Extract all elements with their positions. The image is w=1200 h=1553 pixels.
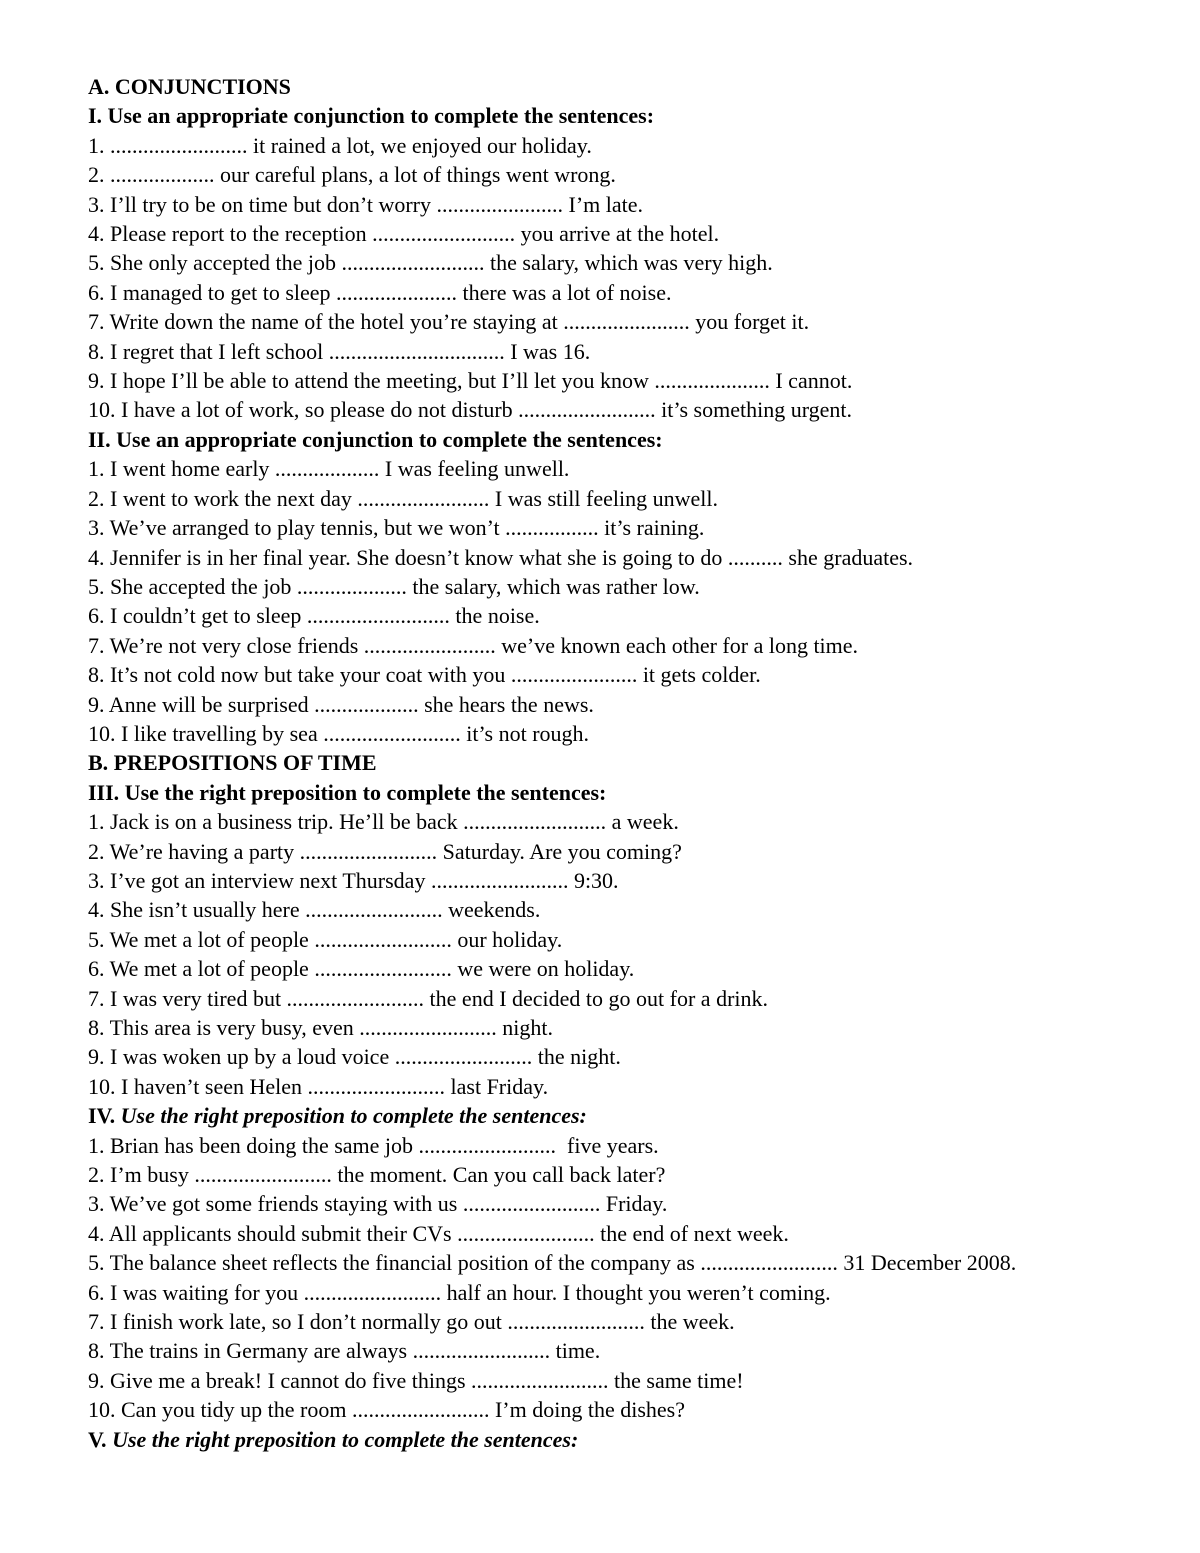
- exercise-1-list: [88, 131, 1118, 425]
- exercise-sentence: 6. I couldn’t get to sleep .......................... the noise.: [88, 603, 540, 629]
- exercise-sentence: 1. Jack is on a business trip. He’ll be back .......................... a week.: [88, 809, 679, 835]
- exercise-sentence: 9. Anne will be surprised ................... she hears the news.: [88, 691, 594, 717]
- exercise-4-instruction: Use the right preposition to complete the sentences:: [120, 1103, 587, 1129]
- exercise-sentence: 2. I’m busy ......................... the moment. Can you call back later?: [88, 1162, 666, 1188]
- exercise-sentence: 2. ................... our careful plans, a lot of things went wrong.: [88, 162, 616, 188]
- exercise-sentence: 7. I was very tired but ......................... the end I decided to go out for a drink.: [88, 985, 769, 1011]
- exercise-1-heading: I. Use an appropriate conjunction to complete the sentences:: [88, 103, 655, 129]
- exercise-2-heading: II. Use an appropriate conjunction to complete the sentences:: [88, 426, 663, 452]
- exercise-sentence: 7. I finish work late, so I don’t normally go out ......................... the week.: [88, 1309, 735, 1335]
- exercise-sentence: 6. I managed to get to sleep ...................... there was a lot of noise.: [88, 279, 672, 305]
- exercise-sentence: 8. I regret that I left school ................................ I was 16.: [88, 338, 591, 364]
- exercise-sentence: 9. I hope I’ll be able to attend the meeting, but I’ll let you know ..................... I cannot.: [88, 368, 853, 394]
- exercise-sentence: 2. We’re having a party ......................... Saturday. Are you coming?: [88, 838, 682, 864]
- worksheet-document: [88, 72, 1118, 1454]
- exercise-sentence: 10. I like travelling by sea ......................... it’s not rough.: [88, 720, 590, 746]
- exercise-sentence: 1. I went home early ................... I was feeling unwell.: [88, 456, 570, 482]
- exercise-sentence: 4. Please report to the reception .......................... you arrive at the hotel.: [88, 221, 720, 247]
- exercise-sentence: 10. Can you tidy up the room ......................... I’m doing the dishes?: [88, 1397, 685, 1423]
- exercise-5-heading: [88, 1425, 1118, 1454]
- exercise-sentence: 7. We’re not very close friends ........................ we’ve known each other for a long time.: [88, 632, 859, 658]
- exercise-5-number: V.: [88, 1426, 107, 1452]
- section-a-title: A. CONJUNCTIONS: [88, 74, 291, 99]
- exercise-sentence: 9. Give me a break! I cannot do five things ......................... the same time!: [88, 1367, 744, 1393]
- exercise-sentence: 1. Brian has been doing the same job ......................... five years.: [88, 1132, 659, 1158]
- exercise-sentence: 3. We’ve got some friends staying with us ......................... Friday.: [88, 1191, 668, 1217]
- exercise-sentence: 8. The trains in Germany are always ......................... time.: [88, 1338, 601, 1364]
- exercise-sentence: 4. All applicants should submit their CVs ......................... the end of next week.: [88, 1220, 789, 1246]
- exercise-3-heading: III. Use the right preposition to complete the sentences:: [88, 779, 607, 805]
- exercise-sentence: 5. We met a lot of people ......................... our holiday.: [88, 926, 563, 952]
- exercise-sentence: 9. I was woken up by a loud voice ......................... the night.: [88, 1044, 621, 1070]
- exercise-sentence: 5. She accepted the job .................... the salary, which was rather low.: [88, 573, 700, 599]
- exercise-sentence: 3. I’ll try to be on time but don’t worry ....................... I’m late.: [88, 191, 644, 217]
- exercise-sentence: 4. Jennifer is in her final year. She doesn’t know what she is going to do .......... she graduates.: [88, 544, 914, 570]
- exercise-sentence: 4. She isn’t usually here ......................... weekends.: [88, 897, 541, 923]
- exercise-4-heading: [88, 1101, 1118, 1130]
- exercise-sentence: 2. I went to work the next day ........................ I was still feeling unwell.: [88, 485, 718, 511]
- exercise-sentence: 5. She only accepted the job .......................... the salary, which was very high.: [88, 250, 773, 276]
- exercise-3-list: [88, 807, 1118, 1101]
- exercise-sentence: 7. Write down the name of the hotel you’re staying at ....................... you forget it.: [88, 309, 810, 335]
- exercise-sentence: 3. We’ve arranged to play tennis, but we won’t ................. it’s raining.: [88, 515, 705, 541]
- exercise-sentence: 10. I haven’t seen Helen ......................... last Friday.: [88, 1073, 549, 1099]
- exercise-2-list: [88, 454, 1118, 748]
- exercise-sentence: 6. We met a lot of people ......................... we were on holiday.: [88, 956, 635, 982]
- exercise-4-list: [88, 1131, 1118, 1425]
- exercise-sentence: 1. ......................... it rained a lot, we enjoyed our holiday.: [88, 132, 592, 158]
- exercise-sentence: 5. The balance sheet reflects the financial position of the company as ......................... 31 December 2008.: [88, 1250, 1017, 1276]
- exercise-sentence: 10. I have a lot of work, so please do not disturb ......................... it’s something urgent.: [88, 397, 853, 423]
- exercise-sentence: 3. I’ve got an interview next Thursday ......................... 9:30.: [88, 867, 619, 893]
- exercise-4-number: IV.: [88, 1103, 116, 1129]
- section-b-title: B. PREPOSITIONS OF TIME: [88, 750, 377, 776]
- exercise-5-instruction: Use the right preposition to complete the sentences:: [112, 1426, 579, 1452]
- exercise-sentence: 8. It’s not cold now but take your coat with you ....................... it gets colder.: [88, 662, 761, 688]
- exercise-sentence: 6. I was waiting for you ......................... half an hour. I thought you weren’t coming.: [88, 1279, 831, 1305]
- exercise-sentence: 8. This area is very busy, even ......................... night.: [88, 1015, 553, 1040]
